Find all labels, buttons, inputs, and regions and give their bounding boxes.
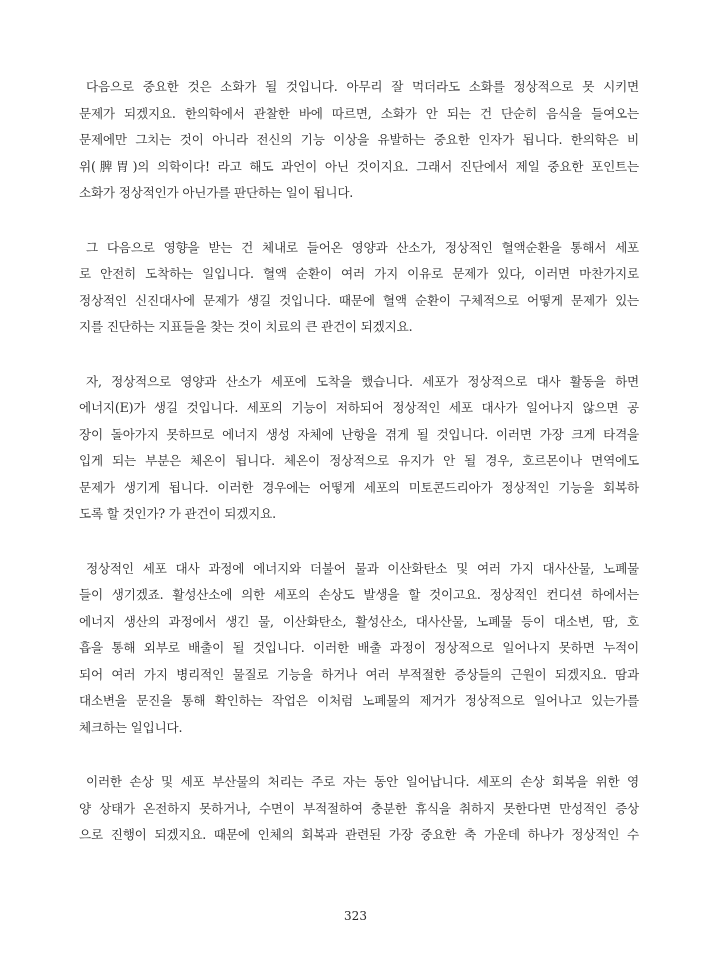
paragraph-digestion: [79, 74, 639, 207]
text-line: 에너지(E)가 생길 것입니다. 세포의 기능이 저하되어 정상적인 세포 대사가 일어나지 않으면 공: [79, 400, 639, 415]
text-line: 위(脾胃)의 의학이다! 라고 해도 과언이 아닌 것이지요. 그래서 진단에서 제일 중요한 포인트는: [79, 158, 639, 174]
text-line: 로 안전히 도착하는 일입니다. 혈액 순환이 여러 가지 이유로 문제가 있다, 이러면 마찬가지로: [79, 266, 639, 281]
text-line: 체크하는 일입니다.: [79, 719, 183, 735]
text-line: 장이 돌아가지 못하므로 에너지 생성 자체에 난항을 겪게 될 것입니다. 이러면 가장 크게 타격을: [79, 426, 639, 442]
text-line: 소화가 정상적인가 아닌가를 판단하는 일이 됩니다.: [79, 185, 354, 200]
paragraph-waste-excretion: [79, 556, 639, 742]
text-line: 이러한 손상 및 세포 부산물의 처리는 주로 자는 동안 일어납니다. 세포의 손상 회복을 위한 영: [86, 774, 639, 789]
text-line: 정상적인 세포 대사 과정에 에너지와 더불어 물과 이산화탄소 및 여러 가지 대사산물, 노폐물: [86, 560, 639, 576]
page-number: 323: [344, 909, 367, 923]
text-line: 다음으로 중요한 것은 소화가 될 것입니다. 아무리 잘 먹더라도 소화를 정상적으로 못 시키면: [86, 79, 639, 94]
text-line: 되어 여러 가지 병리적인 물질로 기능을 하거나 여러 부적절한 증상들의 근원이 되겠지요. 땀과: [79, 666, 639, 682]
text-line: 문제에만 그치는 것이 아니라 전신의 기능 이상을 유발하는 중요한 인자가 됩니다. 한의학은 비: [79, 132, 639, 147]
text-line: 지를 진단하는 지표들을 찾는 것이 치료의 큰 관건이 되겠지요.: [79, 319, 413, 334]
text-line: 대소변을 문진을 통해 확인하는 작업은 이처럼 노폐물의 제거가 정상적으로 일어나고 있는가를: [79, 693, 639, 708]
text-line: 으로 진행이 되겠지요. 때문에 인체의 회복과 관련된 가장 중요한 축 가운데 하나가 정상적인 수: [79, 827, 639, 842]
text-line: 도록 할 것인가? 가 관건이 되겠지요.: [79, 506, 276, 521]
paragraph-circulation: [79, 235, 639, 341]
text-line: 문제가 되겠지요. 한의학에서 관찰한 바에 따르면, 소화가 안 되는 건 단순히 음식을 들여오는: [79, 105, 639, 121]
body-text: [79, 74, 639, 877]
text-line: 그 다음으로 영향을 받는 건 체내로 들어온 영양과 산소가, 정상적인 혈액순환을 통해서 세포: [86, 239, 639, 255]
paragraph-sleep-recovery: [79, 769, 639, 849]
text-line: 입게 되는 부분은 체온이 됩니다. 체온이 정상적으로 유지가 안 될 경우, 호르몬이나 면역에도: [79, 453, 639, 468]
text-line: 문제가 생기게 됩니다. 이러한 경우에는 어떻게 세포의 미토콘드리아가 정상적인 기능을 회복하: [79, 479, 639, 495]
text-line: 정상적인 신진대사에 문제가 생길 것입니다. 때문에 혈액 순환이 구체적으로 어떻게 문제가 있는: [79, 292, 639, 308]
text-line: 들이 생기겠죠. 활성산소에 의한 세포의 손상도 발생을 할 것이고요. 정상적인 컨디션 하에서는: [79, 587, 639, 602]
text-line: 흡을 통해 외부로 배출이 될 것입니다. 이러한 배출 과정이 정상적으로 일어나지 못하면 누적이: [79, 640, 639, 655]
text-line: 에너지 생산의 과정에서 생긴 물, 이산화탄소, 활성산소, 대사산물, 노폐물 등이 대소변, 땀, 호: [79, 613, 639, 629]
text-line: 자, 정상적으로 영양과 산소가 세포에 도착을 했습니다. 세포가 정상적으로 대사 활동을 하면: [86, 373, 639, 389]
paragraph-cell-metabolism: [79, 369, 639, 528]
text-line: 양 상태가 온전하지 못하거나, 수면이 부적절하여 충분한 휴식을 취하지 못한다면 만성적인 증상: [79, 800, 639, 816]
